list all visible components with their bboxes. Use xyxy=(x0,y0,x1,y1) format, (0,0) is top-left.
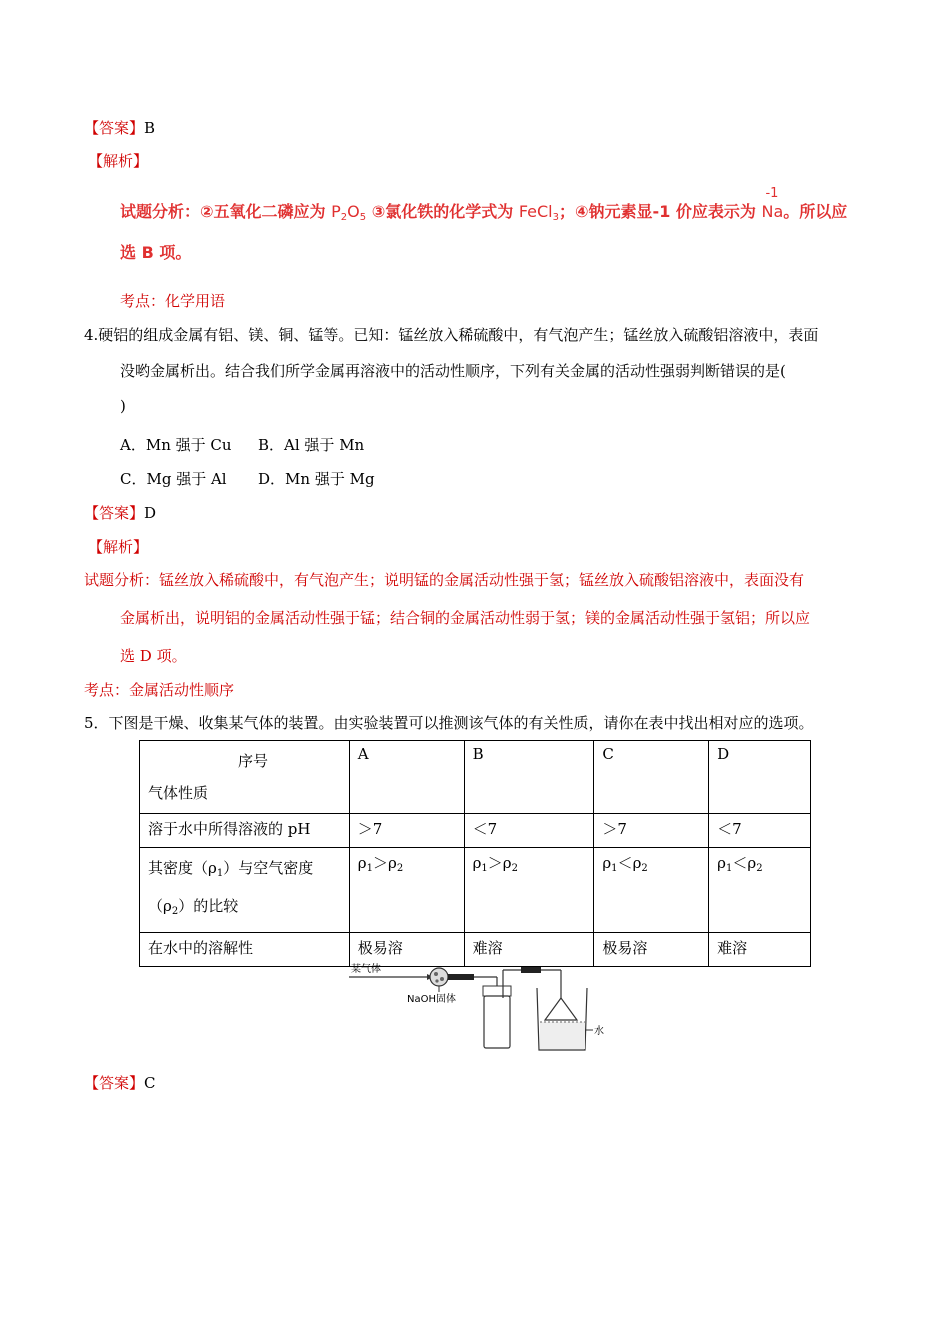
formula-na xyxy=(761,186,784,221)
q5-stem: 5．下图是干燥、收集某气体的装置。由实验装置可以推测该气体的有关性质，请你在表中找出相对应的选项。 xyxy=(84,714,814,732)
na-symbol: Na xyxy=(761,202,784,221)
rho: ρ xyxy=(717,854,726,872)
p2o5-o: O xyxy=(347,202,360,221)
water-fill xyxy=(540,1022,585,1049)
na-charge: -1 xyxy=(765,186,779,201)
fecl3-main: FeCl xyxy=(518,202,553,221)
q4-option-d: D．Mn 强于 Mg xyxy=(258,470,375,488)
q3-analysis-text-a: 试题分析：②五氧化二磷应为 xyxy=(120,202,332,221)
row-density-c xyxy=(594,848,709,933)
q4-analysis-line3: 选 D 项。 xyxy=(120,647,187,665)
drying-tube-bulb xyxy=(430,968,448,986)
q3-analysis-text-d: 。所以应 xyxy=(783,202,848,221)
rho-sub: 1 xyxy=(481,863,488,874)
q4-option-c: C．Mg 强于 Al xyxy=(120,470,227,488)
density-label-line1 xyxy=(148,852,341,890)
q4-option-a: A．Mn 强于 Cu xyxy=(120,436,232,454)
header-property: 气体性质 xyxy=(148,784,209,802)
table-header-a: A xyxy=(349,741,464,814)
formula-p2o5 xyxy=(331,202,366,221)
row-solubility-label: 在水中的溶解性 xyxy=(140,933,350,967)
answer-value: D xyxy=(144,504,157,522)
label-water: 水 xyxy=(594,1026,604,1037)
naoh-granule xyxy=(440,977,444,981)
table-header-row xyxy=(140,741,811,814)
answer-value: C xyxy=(144,1074,156,1092)
table-header-d: D xyxy=(709,741,811,814)
rho-sub: 2 xyxy=(641,863,648,874)
row-solubility-c: 极易溶 xyxy=(594,933,709,967)
q4-stem-line1: 4.硬铝的组成金属有铝、镁、铜、锰等。已知：锰丝放入稀硫酸中，有气泡产生；锰丝放入硫酸铝溶液中，表面 xyxy=(84,326,819,344)
p2o5-sub2: 5 xyxy=(359,212,367,223)
connector-tube xyxy=(521,967,541,973)
rho: ρ xyxy=(357,854,367,872)
table-row-ph xyxy=(140,814,811,848)
density-label-sub1: 1 xyxy=(216,868,224,879)
rho-sub: 2 xyxy=(511,863,518,874)
table-header-corner xyxy=(140,741,350,814)
q3-analysis-text-b: ③氯化铁的化学式为 xyxy=(366,202,519,221)
density-label-sub2: 2 xyxy=(171,906,179,917)
q4-analysis-line1: 试题分析：锰丝放入稀硫酸中，有气泡产生；说明锰的金属活动性强于氢；锰丝放入硫酸铝溶液中，表面没有 xyxy=(84,571,805,589)
rho-sub: 2 xyxy=(756,863,763,874)
row-density-a xyxy=(349,848,464,933)
density-op: ＞ xyxy=(487,854,503,872)
header-serial: 序号 xyxy=(238,752,269,770)
density-label-1a: 其密度（ρ xyxy=(148,859,217,877)
q4-stem-line3: ) xyxy=(120,397,126,415)
formula-fecl3 xyxy=(519,202,559,221)
row-ph-label: 溶于水中所得溶液的 pH xyxy=(140,814,350,848)
fecl3-sub: 3 xyxy=(552,212,559,223)
p2o5-sub1: 2 xyxy=(340,212,348,223)
rho: ρ xyxy=(602,854,612,872)
row-density-d xyxy=(709,848,811,933)
q3-analysis-text-c: ；④钠元素显-1 价应表示为 xyxy=(559,202,762,221)
q4-stem-line2: 没哟金属析出。结合我们所学金属再溶液中的活动性顺序，下列有关金属的活动性强弱判断错误的是( xyxy=(120,362,786,380)
q3-analysis-line2: 选 B 项。 xyxy=(120,243,192,262)
rho: ρ xyxy=(632,854,642,872)
density-label-line2 xyxy=(148,890,341,928)
table-header-b: B xyxy=(464,741,594,814)
rho: ρ xyxy=(502,854,512,872)
naoh-granule xyxy=(434,972,438,976)
bottle-stopper xyxy=(483,986,511,996)
connector-tube xyxy=(448,974,474,980)
rho-sub: 1 xyxy=(611,863,618,874)
q4-analysis-line2: 金属析出，说明铝的金属活动性强于锰；结合铜的金属活动性弱于氢；镁的金属活动性强于氢铝；所以应 xyxy=(120,609,811,627)
q3-kaodian: 考点：化学用语 xyxy=(120,292,226,310)
rho: ρ xyxy=(747,854,757,872)
label-gas: 某气体 xyxy=(351,964,381,975)
q5-answer xyxy=(84,1072,156,1093)
density-op: ＞ xyxy=(372,854,388,872)
q4-answer xyxy=(84,502,156,523)
row-ph-a: ＞7 xyxy=(349,814,464,848)
naoh-granule xyxy=(435,979,438,982)
rho-sub: 2 xyxy=(396,863,404,874)
density-op: ＜ xyxy=(732,854,748,872)
density-label-1b: ）与空气密度 xyxy=(223,859,314,877)
table-header-c: C xyxy=(594,741,709,814)
row-ph-d: ＜7 xyxy=(709,814,811,848)
q4-option-b: B．Al 强于 Mn xyxy=(258,436,365,454)
row-density-b xyxy=(464,848,594,933)
density-label-2b: ）的比较 xyxy=(178,897,239,915)
rho-sub: 1 xyxy=(725,863,733,874)
answer-label: 【答案】 xyxy=(84,119,145,137)
q3-analysis-label: 【解析】 xyxy=(88,152,149,170)
q3-answer xyxy=(84,117,155,138)
row-solubility-b: 难溶 xyxy=(464,933,594,967)
q4-analysis-label: 【解析】 xyxy=(88,538,149,556)
density-op: ＜ xyxy=(617,854,633,872)
table-row-density xyxy=(140,848,811,933)
q3-analysis-line1 xyxy=(120,186,848,223)
q5-table xyxy=(139,740,811,967)
q4-kaodian: 考点：金属活动性顺序 xyxy=(84,681,235,699)
row-density-label xyxy=(140,848,350,933)
p2o5-p: P xyxy=(331,202,341,221)
density-label-2a: （ρ xyxy=(148,897,172,915)
collection-bottle xyxy=(484,996,510,1048)
answer-value: B xyxy=(144,119,156,137)
answer-label: 【答案】 xyxy=(84,504,145,522)
row-solubility-a: 极易溶 xyxy=(349,933,464,967)
rho-sub: 1 xyxy=(366,863,373,874)
answer-label: 【答案】 xyxy=(84,1074,145,1092)
row-ph-b: ＜7 xyxy=(464,814,594,848)
label-naoh: NaOH固体 xyxy=(407,994,456,1005)
row-ph-c: ＞7 xyxy=(594,814,709,848)
apparatus-diagram xyxy=(345,958,615,1054)
inverted-funnel xyxy=(545,998,577,1020)
rho: ρ xyxy=(388,854,397,872)
row-solubility-d: 难溶 xyxy=(709,933,811,967)
rho: ρ xyxy=(472,854,482,872)
